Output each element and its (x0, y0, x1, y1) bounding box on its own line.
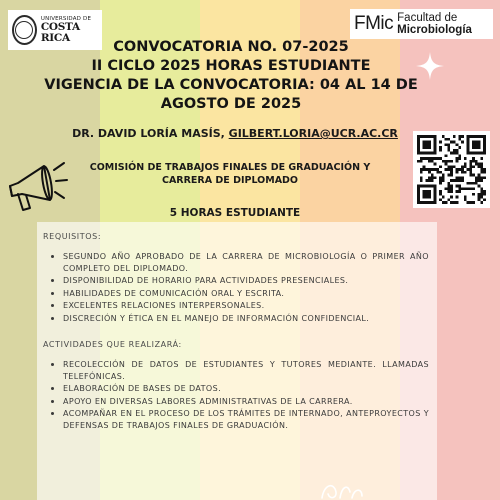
activities-list (43, 359, 429, 431)
qr-code[interactable] (413, 131, 490, 208)
requirement-item: DISPONIBILIDAD DE HORARIO PARA ACTIVIDADES PRESENCIALES. (49, 275, 429, 287)
activity-item: ACOMPAÑAR EN EL PROCESO DE LOS TRÁMITES DE INTERNADO, ANTEPROYECTOS Y DEFENSAS DE TRABAJOS FINALES DE GRADUACIÓN. (49, 408, 429, 431)
ucr-logo-line2: COSTA RICA (40, 21, 80, 44)
activity-item: ELABORACIÓN DE BASES DE DATOS. (49, 383, 429, 395)
fmic-logo-line2: Microbiología (397, 24, 472, 36)
fmic-logo (350, 9, 493, 39)
info-panel (37, 222, 437, 500)
requirement-item: HABILIDADES DE COMUNICACIÓN ORAL Y ESCRITA. (49, 288, 429, 300)
requirement-item: DISCRECIÓN Y ÉTICA EN EL MANEJO DE INFORMACIÓN CONFIDENCIAL. (49, 313, 429, 325)
title-line-1: CONVOCATORIA NO. 07-2025 (113, 39, 349, 55)
commission-line-1: COMISIÓN DE TRABAJOS FINALES DE GRADUACIÓN Y (89, 162, 371, 173)
sparkle-icon (416, 52, 444, 80)
title-line-2: II CICLO 2025 HORAS ESTUDIANTE (91, 58, 371, 74)
decorative-flourish (318, 478, 366, 500)
title-line-3: VIGENCIA DE LA CONVOCATORIA: 04 AL 14 DE AGOSTO DE 2025 (44, 77, 418, 112)
contact-line (0, 127, 470, 140)
requirements-label: REQUISITOS: (43, 232, 102, 241)
requirement-item: SEGUNDO AÑO APROBADO DE LA CARRERA DE MICROBIOLOGÍA O PRIMER AÑO COMPLETO DEL DIPLOMADO. (49, 251, 429, 274)
activity-item: RECOLECCIÓN DE DATOS DE ESTUDIANTES Y TUTORES MEDIANTE. LLAMADAS TELEFÓNICAS. (49, 359, 429, 382)
hours-heading: 5 HORAS ESTUDIANTE (169, 207, 301, 219)
contact-name: DR. DAVID LORÍA MASÍS, (72, 127, 225, 140)
ucr-logo-line1: UNIVERSIDAD DE (40, 15, 92, 22)
commission-line-2: CARRERA DE DIPLOMADO (161, 175, 299, 186)
requirement-item: EXCELENTES RELACIONES INTERPERSONALES. (49, 300, 429, 312)
commission-heading (60, 161, 400, 187)
contact-email-link[interactable]: GILBERT.LORIA@UCR.AC.CR (228, 127, 398, 140)
activity-item: APOYO EN DIVERSAS LABORES ADMINISTRATIVAS DE LA CARRERA. (49, 396, 429, 408)
requirements-list (43, 251, 429, 324)
fmic-logo-line1: Facultad de (397, 11, 458, 24)
page-title (0, 38, 462, 114)
fmic-logo-mark: FMic (354, 13, 394, 34)
activities-label: ACTIVIDADES QUE REALIZARÁ: (43, 340, 182, 349)
